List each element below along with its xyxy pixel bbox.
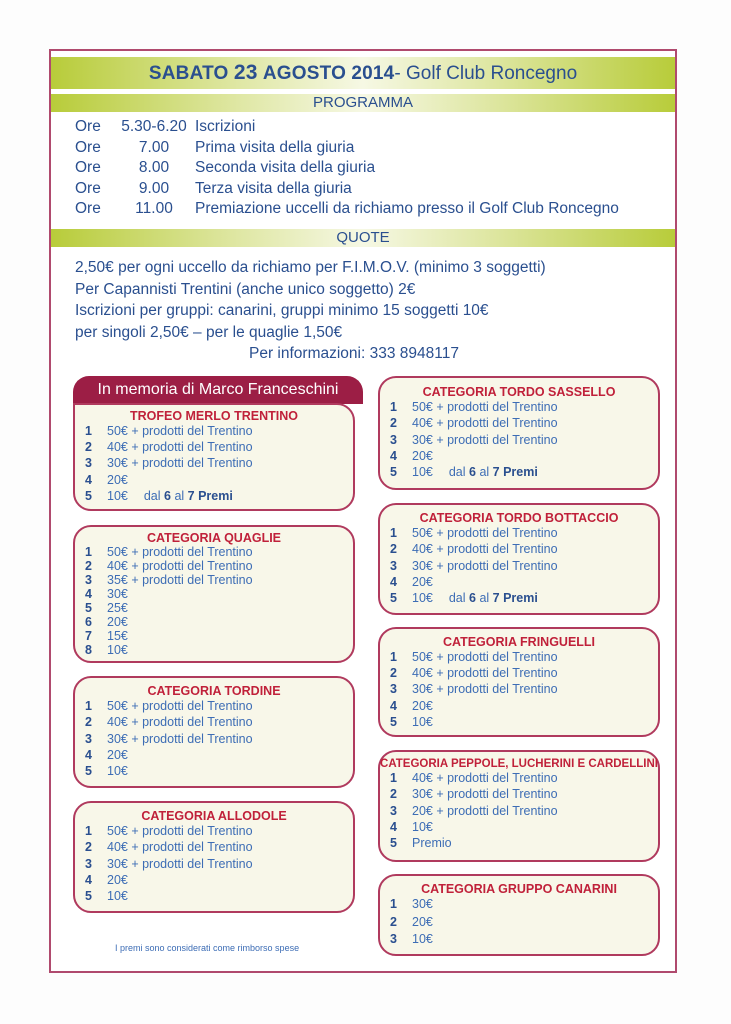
prize-extra [433, 590, 538, 606]
category-items [75, 545, 353, 657]
category-box-tordo-sassello [378, 376, 660, 490]
prize-extra-to: 7 Premi [492, 591, 538, 606]
prize-rank: 4 [85, 747, 92, 762]
prize-row [390, 931, 658, 949]
prize-row [85, 573, 353, 587]
programma-time: 9.00 [138, 179, 170, 197]
prize-extra-text: al [170, 488, 188, 503]
prize-row [390, 464, 658, 480]
prize-row [85, 601, 353, 615]
prize-amount: 20€ [107, 872, 128, 887]
category-items [380, 649, 658, 730]
programma-row [75, 199, 619, 220]
prize-row [85, 587, 353, 601]
prize-amount: 40€ + prodotti del Trentino [412, 542, 558, 557]
category-box-canarini [378, 874, 660, 956]
prize-rank: 3 [390, 558, 397, 573]
prize-extra-from: 6 [469, 465, 476, 480]
prize-amount: 20€ [412, 698, 433, 713]
category-title: CATEGORIA PEPPOLE, LUCHERINI E CARDELLINI [380, 758, 658, 770]
programma-label: Ore [75, 138, 101, 156]
prize-amount: Premio [412, 836, 452, 851]
category-title: TROFEO MERLO TRENTINO [129, 409, 299, 423]
prize-row [85, 423, 353, 439]
programma-time: 11.00 [135, 200, 173, 217]
prize-amount: 20€ [107, 615, 128, 629]
prize-amount: 30€ + prodotti del Trentino [107, 731, 253, 746]
prize-rank: 1 [85, 824, 92, 838]
prize-row [85, 763, 353, 779]
prize-amount: 10€ [107, 643, 128, 657]
programma-time: 7.00 [138, 138, 170, 156]
prize-rank: 4 [85, 472, 92, 487]
prize-rank: 3 [85, 456, 92, 471]
quote-line: 2,50€ per ogni uccello da richiamo per F.I.M.O.V. (minimo 3 soggetti) [75, 259, 546, 276]
category-box-tordine [73, 676, 355, 788]
quote-line: Iscrizioni per gruppi: canarini, gruppi minimo 15 soggetti 10€ [75, 302, 489, 319]
programma-row [75, 158, 619, 179]
header-day: SABATO [148, 63, 229, 84]
prize-amount: 40€ + prodotti del Trentino [412, 416, 558, 431]
programma-row [75, 138, 619, 159]
header-month: AGOSTO [262, 63, 347, 84]
prize-row [390, 525, 658, 541]
prize-rank: 6 [85, 615, 92, 629]
programma-desc: Terza visita della giuria [195, 179, 352, 197]
prize-amount: 30€ + prodotti del Trentino [412, 682, 558, 697]
prize-row [85, 839, 353, 855]
prize-extra-text: al [475, 591, 493, 606]
prize-rank: 2 [85, 840, 92, 855]
prize-amount: 50€ + prodotti del Trentino [107, 824, 253, 838]
programma-desc: Seconda visita della giuria [195, 159, 376, 176]
prize-row [390, 803, 658, 819]
programma-label: Ore [75, 200, 101, 217]
prize-amount: 25€ [107, 601, 128, 615]
prize-amount: 10€ [412, 591, 433, 606]
quote-heading: QUOTE [51, 229, 675, 247]
prize-row [390, 665, 658, 681]
prize-row [390, 399, 658, 415]
category-items [75, 823, 353, 904]
prize-amount: 10€ [412, 932, 433, 946]
category-title: CATEGORIA QUAGLIE [146, 531, 282, 545]
prize-rank: 8 [85, 643, 92, 657]
prize-amount: 50€ + prodotti del Trentino [107, 424, 253, 438]
category-items [75, 698, 353, 779]
prize-extra-text: dal [448, 465, 470, 480]
prize-row [390, 558, 658, 574]
category-box-merlo [73, 403, 355, 511]
prize-amount: 20€ [412, 914, 433, 929]
quote-line: Per Capannisti Trentini (anche unico soggetto) 2€ [75, 280, 416, 298]
prize-rank: 5 [85, 764, 92, 779]
programma-desc: Prima visita della giuria [195, 138, 355, 156]
category-box-fringuelli [378, 627, 660, 737]
prize-rank: 2 [390, 542, 397, 557]
prize-row [85, 888, 353, 904]
prize-rank: 3 [390, 932, 397, 946]
quote-line: per singoli 2,50€ – per le quaglie 1,50€ [75, 323, 343, 341]
prize-rank: 4 [390, 698, 397, 713]
prize-rank: 5 [390, 714, 397, 729]
prize-amount: 10€ [412, 465, 433, 480]
prize-rank: 5 [390, 465, 397, 480]
prize-amount: 10€ [412, 819, 433, 834]
prize-row [390, 448, 658, 464]
prize-amount: 30€ + prodotti del Trentino [412, 787, 558, 802]
prize-amount: 40€ + prodotti del Trentino [107, 559, 253, 573]
prize-row [85, 559, 353, 573]
prize-row [390, 541, 658, 557]
prize-row [85, 823, 353, 839]
prize-rank: 2 [390, 787, 397, 802]
prize-row [85, 615, 353, 629]
prize-amount: 15€ [107, 629, 128, 643]
prize-row [85, 488, 353, 504]
prize-rank: 3 [390, 803, 397, 818]
prize-rank: 4 [85, 587, 92, 601]
prize-rank: 5 [85, 889, 92, 904]
prize-rank: 1 [85, 699, 92, 713]
header-venue: - Golf Club Roncegno [394, 63, 578, 84]
prize-amount: 40€ + prodotti del Trentino [107, 440, 253, 455]
programma-desc: Iscrizioni [195, 118, 256, 135]
prize-amount: 10€ [412, 714, 433, 729]
prize-amount: 40€ + prodotti del Trentino [412, 771, 558, 785]
prize-extra [128, 488, 233, 504]
prize-row [85, 643, 353, 657]
category-box-allodole [73, 801, 355, 913]
prize-rank: 1 [85, 424, 92, 438]
prize-extra [433, 464, 538, 480]
prize-amount: 30€ [412, 897, 433, 911]
prize-row [85, 439, 353, 455]
prize-row [85, 747, 353, 763]
prize-amount: 20€ + prodotti del Trentino [412, 803, 558, 818]
prize-row [85, 714, 353, 730]
prize-row [390, 914, 658, 932]
prize-row [390, 681, 658, 697]
prize-rank: 3 [85, 856, 92, 871]
prize-rank: 2 [85, 440, 92, 455]
prize-rank: 5 [390, 591, 397, 606]
prize-amount: 30€ + prodotti del Trentino [412, 558, 558, 573]
prize-row [390, 835, 658, 851]
prize-amount: 50€ + prodotti del Trentino [107, 699, 253, 713]
memorial-tab: In memoria di Marco Franceschini [73, 376, 363, 404]
programma-row [75, 117, 619, 138]
prize-amount: 30€ [107, 587, 128, 601]
prize-row [390, 819, 658, 835]
prize-rank: 3 [390, 682, 397, 697]
programma-heading: PROGRAMMA [51, 94, 675, 112]
footnote: I premi sono considerati come rimborso spese [115, 943, 300, 953]
prize-amount: 50€ + prodotti del Trentino [107, 545, 253, 559]
prize-row [390, 714, 658, 730]
prize-rank: 1 [390, 400, 397, 414]
prize-rank: 2 [85, 559, 92, 573]
prize-row [390, 896, 658, 914]
prize-amount: 10€ [107, 764, 128, 779]
prize-extra-text: dal [143, 488, 165, 503]
prize-amount: 50€ + prodotti del Trentino [412, 526, 558, 540]
programma-label: Ore [75, 159, 101, 176]
programma-desc: Premiazione uccelli da richiamo presso il Golf Club Roncegno [195, 200, 619, 217]
prize-amount: 40€ + prodotti del Trentino [107, 840, 253, 855]
category-box-tordo-bottaccio [378, 503, 660, 615]
prize-rank: 5 [390, 836, 397, 851]
prize-extra-text: al [475, 465, 493, 480]
category-title: CATEGORIA TORDO SASSELLO [422, 385, 616, 399]
programma-label: Ore [75, 118, 101, 135]
prize-row [390, 415, 658, 431]
prize-amount: 20€ [107, 747, 128, 762]
prize-amount: 35€ + prodotti del Trentino [107, 573, 253, 587]
prize-row [85, 856, 353, 872]
prize-row [85, 455, 353, 471]
prize-rank: 1 [390, 771, 397, 785]
prize-amount: 30€ + prodotti del Trentino [107, 456, 253, 471]
prize-rank: 1 [390, 897, 397, 911]
category-items [380, 399, 658, 480]
prize-extra-text: dal [448, 591, 470, 606]
prize-rank: 1 [85, 545, 92, 559]
prize-row [85, 698, 353, 714]
programma-list [75, 117, 619, 220]
category-items [380, 770, 658, 851]
quote-list [75, 257, 546, 365]
prize-amount: 30€ + prodotti del Trentino [412, 432, 558, 447]
prize-rank: 3 [85, 573, 92, 587]
prize-rank: 2 [390, 666, 397, 681]
prize-amount: 50€ + prodotti del Trentino [412, 400, 558, 414]
prize-row [85, 472, 353, 488]
programma-time: 5.30-6.20 [121, 118, 187, 135]
prize-rank: 2 [390, 914, 397, 929]
prize-row [85, 545, 353, 559]
prize-row [85, 872, 353, 888]
prize-rank: 2 [85, 715, 92, 730]
header-band [51, 57, 675, 89]
prize-extra-from: 6 [469, 591, 476, 606]
prize-rank: 4 [85, 872, 92, 887]
prize-row [85, 629, 353, 643]
programma-time: 8.00 [138, 159, 170, 176]
prize-rank: 1 [390, 650, 397, 664]
category-box-quaglie [73, 525, 355, 663]
prize-rank: 4 [390, 574, 397, 589]
category-title: CATEGORIA TORDO BOTTACCIO [419, 511, 619, 525]
prize-amount: 10€ [107, 889, 128, 904]
flyer-frame [49, 49, 677, 973]
prize-extra-to: 7 Premi [187, 488, 233, 503]
programma-label: Ore [75, 179, 101, 197]
programma-row [75, 179, 619, 200]
prize-rank: 5 [85, 601, 92, 615]
header-date-num: 23 [233, 61, 258, 84]
prize-amount: 20€ [412, 448, 433, 463]
category-items [380, 525, 658, 606]
prize-rank: 3 [85, 731, 92, 746]
prize-row [390, 432, 658, 448]
prize-amount: 20€ [107, 472, 128, 487]
category-title: CATEGORIA TORDINE [147, 684, 281, 698]
prize-row [390, 786, 658, 802]
prize-rank: 1 [390, 526, 397, 540]
category-title: CATEGORIA GRUPPO CANARINI [421, 882, 617, 896]
quote-info-phone: Per informazioni: 333 8948117 [249, 345, 459, 362]
category-items [380, 896, 658, 949]
prize-amount: 30€ + prodotti del Trentino [107, 856, 253, 871]
prize-amount: 50€ + prodotti del Trentino [412, 650, 558, 664]
prize-extra-from: 6 [164, 488, 171, 503]
header-year: 2014 [351, 63, 395, 84]
prize-row [85, 731, 353, 747]
prize-amount: 10€ [107, 488, 128, 503]
prize-rank: 2 [390, 416, 397, 431]
prize-rank: 7 [85, 629, 92, 643]
prize-rank: 3 [390, 432, 397, 447]
prize-amount: 20€ [412, 574, 433, 589]
prize-extra-to: 7 Premi [492, 465, 538, 480]
category-title: CATEGORIA FRINGUELLI [442, 635, 596, 649]
prize-row [390, 649, 658, 665]
prize-rank: 4 [390, 448, 397, 463]
prize-row [390, 590, 658, 606]
prize-rank: 4 [390, 819, 397, 834]
prize-row [390, 770, 658, 786]
prize-row [390, 698, 658, 714]
category-box-peppole [378, 750, 660, 862]
prize-rank: 5 [85, 488, 92, 503]
prize-amount: 40€ + prodotti del Trentino [412, 666, 558, 681]
category-title: CATEGORIA ALLODOLE [141, 809, 287, 823]
prize-row [390, 574, 658, 590]
prize-amount: 40€ + prodotti del Trentino [107, 715, 253, 730]
category-items [75, 423, 353, 504]
